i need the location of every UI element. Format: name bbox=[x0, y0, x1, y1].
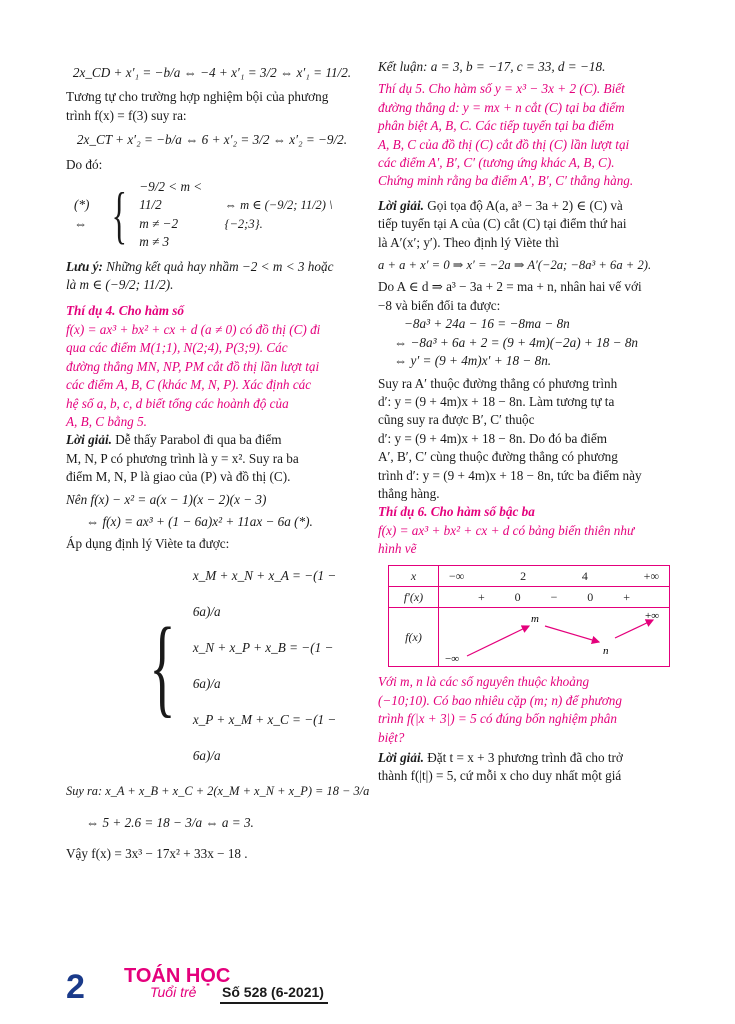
system-row: x_N + x_P + x_B = −(1 − 6a)/a bbox=[192, 639, 334, 691]
text-line: −8 và biến đổi ta được: bbox=[378, 297, 501, 313]
arrow-down-icon bbox=[545, 626, 599, 642]
variation-cell bbox=[439, 586, 670, 607]
variation-cell bbox=[439, 565, 670, 586]
equation-line: ⇔ f(x) = ax³ + (1 − 6a)x² + 11ax − 6a (*). bbox=[86, 513, 313, 529]
example-4-line: f(x) = ax³ + bx² + cx + d (a ≠ 0) có đồ thị (C) đi bbox=[66, 321, 321, 337]
solution-label: Lời giải. bbox=[66, 432, 112, 448]
text-line: thành f(|t|) = 5, cứ mỗi x cho duy nhất một giá bbox=[378, 768, 622, 784]
variation-label-x: x bbox=[389, 565, 439, 586]
example-5-line: A, B, C của đồ thị (C) cắt đồ thị (C) lần lượt tại bbox=[378, 136, 630, 152]
equation-line: Suy ra: x_A + x_B + x_C + 2(x_M + x_N + x_P) = 18 − 3/a bbox=[66, 783, 370, 798]
right-column bbox=[378, 58, 670, 786]
example-4-line: các điểm A, B, C (khác M, N, P). Xác định các bbox=[66, 377, 312, 393]
issue-underline bbox=[220, 1002, 328, 1004]
equation-line: a + a + x′ = 0 ⇒ x′ = −2a ⇒ A′(−2a; −8a³ + 6a + 2). bbox=[378, 258, 652, 273]
system-star-left: (*) ⇔ bbox=[74, 197, 90, 231]
issue-number: Số 528 (6-2021) bbox=[222, 984, 324, 1000]
system-row: x_P + x_M + x_C = −(1 − 6a)/a bbox=[192, 711, 337, 763]
text-line: A′, B′, C′ cùng thuộc đường thẳng có phương bbox=[378, 449, 618, 465]
example-5-line: phân biệt A, B, C. Các tiếp tuyến tại ba điểm bbox=[378, 118, 614, 134]
conclusion-line: Kết luận: a = 3, b = −17, c = 33, d = −18. bbox=[378, 59, 606, 74]
system-row: m ≠ 3 bbox=[139, 234, 170, 250]
system-row: m ≠ −2 bbox=[139, 215, 179, 231]
equation-x1: 2x_CD + x′₁ = −b/a ⇔ −4 + x′₁ = 3/2 ⇔ x′₁ = 11/2. bbox=[72, 65, 352, 80]
variation-label-f: f(x) bbox=[389, 608, 439, 667]
example-6 bbox=[378, 503, 670, 558]
solution-label: Lời giải. bbox=[378, 750, 424, 765]
sign-value: + bbox=[477, 589, 485, 604]
text-line: d′: y = (9 + 4m)x + 18 − 8n. Làm tương tự ta bbox=[378, 393, 615, 409]
variation-arrows bbox=[439, 608, 669, 666]
page-footer bbox=[60, 962, 680, 1012]
f-value: +∞ bbox=[645, 610, 660, 623]
system-viete bbox=[136, 558, 358, 774]
text-line: trình f(x) = f(3) suy ra: bbox=[66, 107, 187, 123]
sign-value: 0 bbox=[587, 589, 594, 604]
example-6-line: f(x) = ax³ + bx² + cx + d có bảng biến thiên như bbox=[378, 522, 635, 538]
text-line: M, N, P có phương trình là y = x². Suy ra ba bbox=[66, 450, 299, 466]
text-line: d′: y = (9 + 4m)x + 18 − 8n. Do đó ba điểm bbox=[378, 430, 607, 446]
system-row: −9/2 < m < 11/2 bbox=[139, 179, 203, 213]
example-6-line: hình vẽ bbox=[378, 541, 417, 557]
example-4 bbox=[66, 302, 358, 431]
solution-4 bbox=[66, 431, 358, 449]
magazine-logo-subtitle: Tuổi trẻ bbox=[150, 984, 197, 1000]
example-4-line: hệ số a, b, c, d biết tổng các hoành độ của bbox=[66, 395, 289, 411]
equation-line: ⇔ −8a³ + 6a + 2 = (9 + 4m)(−2a) + 18 − 8n bbox=[394, 334, 639, 350]
f-value: n bbox=[603, 645, 609, 658]
text-line: là A′(x′; y′). Theo định lý Viète thì bbox=[378, 234, 559, 250]
left-column bbox=[66, 58, 370, 863]
text-line: tiếp tuyến tại A của (C) cắt (C) tại điểm thứ hai bbox=[378, 216, 627, 232]
equation-x2: 2x_CT + x′₂ = −b/a ⇔ 6 + x′₂ = 3/2 ⇔ x′₂ = −9/2. bbox=[76, 132, 348, 148]
solution-text: Gọi tọa độ A(a, a³ − 3a + 2) ∈ (C) và bbox=[427, 197, 623, 213]
system-viete-rows bbox=[193, 558, 358, 774]
text-line: Áp dụng định lý Viète ta được: bbox=[66, 536, 230, 552]
x-value: 2 bbox=[520, 568, 527, 583]
note-label: Lưu ý: bbox=[66, 258, 103, 274]
sign-value: + bbox=[623, 589, 630, 604]
text-line: Do đó: bbox=[66, 156, 103, 172]
conclusion-line: Vậy f(x) = 3x³ − 17x² + 33x − 18 . bbox=[66, 845, 248, 861]
text-line: cũng suy ra được B′, C′ thuộc bbox=[378, 412, 535, 428]
system-row: x_M + x_N + x_A = −(1 − 6a)/a bbox=[192, 567, 337, 619]
sign-value: − bbox=[550, 589, 558, 604]
x-value: +∞ bbox=[643, 568, 659, 583]
text-line: Suy ra A′ thuộc đường thẳng có phương trình bbox=[378, 375, 618, 391]
example-6-title: Thí dụ 6. Cho hàm số bậc ba bbox=[378, 504, 535, 520]
text-line: Tương tự cho trường hợp nghiệm bội của phương bbox=[66, 89, 329, 105]
equation-line: −8a³ + 24a − 16 = −8ma − 8n bbox=[404, 316, 570, 332]
sign-value: 0 bbox=[514, 589, 521, 604]
note-text-2: là m ∈ (−9/2; 11/2). bbox=[66, 277, 174, 293]
example-5-title: Thí dụ 5. Cho hàm số y = x³ − 3x + 2 (C). Biết bbox=[378, 81, 625, 97]
variation-row-x bbox=[389, 565, 670, 586]
x-value: −∞ bbox=[449, 568, 465, 583]
arrow-up-icon bbox=[467, 626, 529, 656]
example-6-line: Với m, n là các số nguyên thuộc khoảng bbox=[378, 674, 590, 690]
variation-table bbox=[388, 565, 670, 668]
arrow-up-icon bbox=[615, 620, 653, 638]
example-6-line: biệt? bbox=[378, 729, 405, 745]
solution-text: Đặt t = x + 3 phương trình đã cho trở bbox=[427, 750, 623, 765]
solution-6 bbox=[378, 749, 670, 767]
system-star-rows bbox=[139, 178, 218, 252]
note-text: Những kết quả hay nhầm −2 < m < 3 hoặc bbox=[106, 258, 334, 274]
text-line: thẳng hàng. bbox=[378, 485, 440, 501]
brace-icon: { bbox=[112, 178, 128, 250]
example-4-line: đường thẳng MN, NP, PM cắt đồ thị lần lượt tại bbox=[66, 358, 320, 374]
solution-text: Dễ thấy Parabol đi qua ba điểm bbox=[115, 432, 282, 448]
f-value: −∞ bbox=[445, 653, 460, 666]
system-star-right: ⇔ m ∈ (−9/2; 11/2) \ {−2;3}. bbox=[224, 198, 333, 231]
example-4-title: Thí dụ 4. Cho hàm số bbox=[66, 303, 184, 319]
equation-line: Nên f(x) − x² = a(x − 1)(x − 2)(x − 3) bbox=[66, 491, 267, 507]
system-star bbox=[74, 178, 358, 252]
text-line: điểm M, N, P là giao của (P) và đồ thị (C). bbox=[66, 469, 291, 485]
text-line: Do A ∈ d ⇒ a³ − 3a + 2 = ma + n, nhân hai vế với bbox=[378, 279, 642, 295]
example-5-line: Chứng minh rằng ba điểm A′, B′, C′ thẳng hàng. bbox=[378, 173, 634, 189]
example-4-line: qua các điểm M(1;1), N(2;4), P(3;9). Các bbox=[66, 340, 288, 356]
example-5 bbox=[378, 80, 670, 190]
variation-row-derivative bbox=[389, 586, 670, 607]
note bbox=[66, 258, 358, 276]
variation-cell bbox=[439, 608, 670, 667]
f-value: m bbox=[531, 613, 539, 626]
equation-line: ⇔ 5 + 2.6 = 18 − 3/a ⇔ a = 3. bbox=[86, 815, 254, 831]
page-number: 2 bbox=[66, 968, 85, 1006]
x-value: 4 bbox=[581, 568, 588, 583]
solution-label: Lời giải. bbox=[378, 197, 424, 213]
brace-icon: { bbox=[149, 604, 176, 727]
equation-line: ⇔ y′ = (9 + 4m)x′ + 18 − 8n. bbox=[394, 353, 552, 369]
example-5-line: đường thẳng d: y = mx + n cắt (C) tại ba điểm bbox=[378, 99, 625, 115]
example-5-line: các điểm A′, B′, C′ (tương ứng khác A, B, C). bbox=[378, 155, 615, 171]
variation-row-f bbox=[389, 608, 670, 667]
solution-5 bbox=[378, 197, 670, 215]
variation-label-derivative: f′(x) bbox=[389, 586, 439, 607]
text-line: trình d′: y = (9 + 4m)x + 18 − 8n, tức ba điểm này bbox=[378, 467, 642, 483]
example-6-line: trình f(|x + 3|) = 5 có đúng bốn nghiệm phân bbox=[378, 711, 617, 727]
example-4-line: A, B, C bằng 5. bbox=[66, 413, 147, 429]
example-6-line: (−10;10). Có bao nhiêu cặp (m; n) để phương bbox=[378, 692, 622, 708]
magazine-logo: TOÁN HỌC bbox=[124, 965, 231, 987]
